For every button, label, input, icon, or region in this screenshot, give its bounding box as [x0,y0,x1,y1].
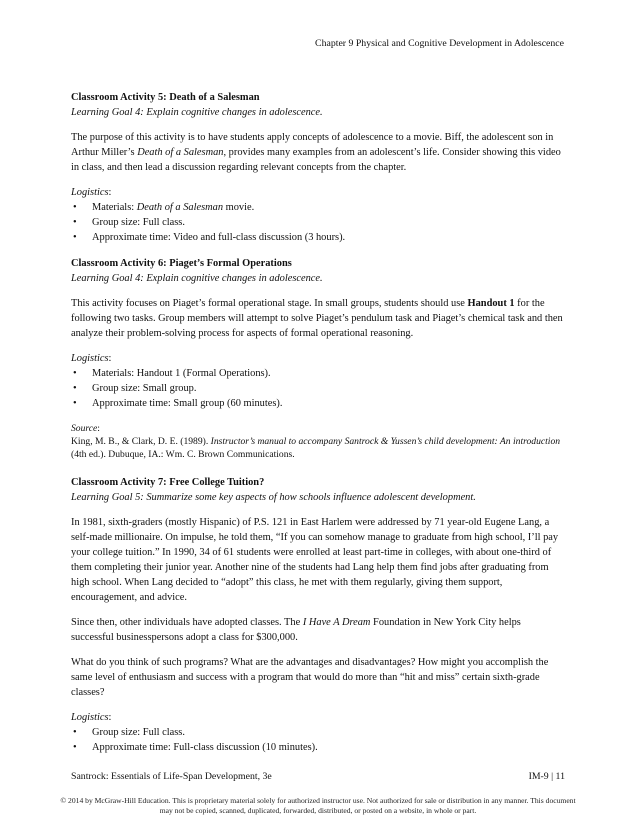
activity-6-source: Source: King, M. B., & Clark, D. E. (1989). Instructor’s manual to accompany Santrock & Yussen’s child development: An introduction (4th ed.). Dubuque, IA.: Wm. C. Brown Communications. [71,422,565,461]
activity-6-goal: Learning Goal 4: Explain cognitive changes in adolescence. [71,273,323,284]
activity-5-title: Classroom Activity 5: Death of a Salesman [71,92,260,103]
activity-5-section [71,90,565,245]
bullet-icon: • [73,383,77,394]
page-footer [71,771,565,782]
activity-7-logistics-label: Logistics: [71,712,112,723]
list-item: • Group size: Full class. [73,727,185,738]
activity-7-paragraph-3: What do you think of such programs? What are the advantages and disadvantages? How might you accomplish the same level of enthusiasm and success with a program that would do more than “hit and miss” certain sixth-grade classes? [71,657,549,698]
activity-7-title: Classroom Activity 7: Free College Tuition? [71,477,265,488]
bullet-icon: • [73,742,77,753]
activity-7-section [71,475,565,755]
bullet-icon: • [73,202,77,213]
activity-5-goal: Learning Goal 4: Explain cognitive changes in adolescence. [71,107,323,118]
activity-6-title: Classroom Activity 6: Piaget’s Formal Operations [71,258,292,269]
page-body [71,90,565,766]
list-item: • Approximate time: Small group (60 minutes). [73,398,283,409]
list-item: • Materials: Death of a Salesman movie. [73,202,255,213]
activity-5-paragraph: The purpose of this activity is to have students apply concepts of adolescence to a movie. Biff, the adolescent son in Arthur Miller’s Death of a Salesman, provides many examples from an adolescent’s life. Consider showing this video in class, and then lead a discussion regarding relevant concepts from the chapter. [71,132,561,173]
activity-5-logistics-label: Logistics: [71,187,112,198]
activity-6-logistics-list [71,366,565,411]
list-item: • Group size: Small group. [73,383,197,394]
source-label: Source: [71,423,100,434]
bullet-icon: • [73,217,77,228]
footer-book-title: Santrock: Essentials of Life-Span Development, 3e [71,771,272,782]
list-item: • Group size: Full class. [73,217,185,228]
bullet-icon: • [73,727,77,738]
copyright-notice: © 2014 by McGraw-Hill Education. This is proprietary material solely for authorized instructor use. Not authorized for sale or distribution in any manner. This document may not be copied, scanned, duplicated, forwarded, distributed, or posted on a website, in whole or part. [60,796,576,815]
running-header: Chapter 9 Physical and Cognitive Development in Adolescence [315,38,564,49]
list-item: • Materials: Handout 1 (Formal Operations). [73,368,271,379]
activity-6-logistics-label: Logistics: [71,353,112,364]
activity-7-goal: Learning Goal 5: Summarize some key aspects of how schools influence adolescent development. [71,492,476,503]
list-item: • Approximate time: Full-class discussion (10 minutes). [73,742,318,753]
footer-page-number: IM-9 | 11 [528,771,565,782]
activity-6-section [71,256,565,461]
activity-5-logistics-list [71,200,565,245]
activity-7-paragraph-2: Since then, other individuals have adopted classes. The I Have A Dream Foundation in New York City helps successful businesspersons adopt a class for $300,000. [71,617,521,643]
activity-6-paragraph: This activity focuses on Piaget’s formal operational stage. In small groups, students should use Handout 1 for the following two tasks. Group members will attempt to solve Piaget’s pendulum task and Piaget’s chemical task and then analyze their problem-solving process for aspects of formal operational reasoning. [71,298,563,339]
bullet-icon: • [73,368,77,379]
activity-7-logistics-list [71,725,565,755]
bullet-icon: • [73,232,77,243]
bullet-icon: • [73,398,77,409]
activity-7-paragraph-1: In 1981, sixth-graders (mostly Hispanic) of P.S. 121 in East Harlem were addressed by 71 year-old Eugene Lang, a self-made millionaire. On impulse, he told them, “If you can somehow manage to graduate from high school, I’ll pay your college tuition.” In 1990, 34 of 61 students were enrolled at least part-time in colleges, with about one-third of them completing their junior year. Another nine of the students had Lang help them find jobs after graduating from high school. When Lang decided to “adopt” this class, he met with them regularly, giving them support, encouragement, and advice. [71,517,559,603]
list-item: • Approximate time: Video and full-class discussion (3 hours). [73,232,346,243]
